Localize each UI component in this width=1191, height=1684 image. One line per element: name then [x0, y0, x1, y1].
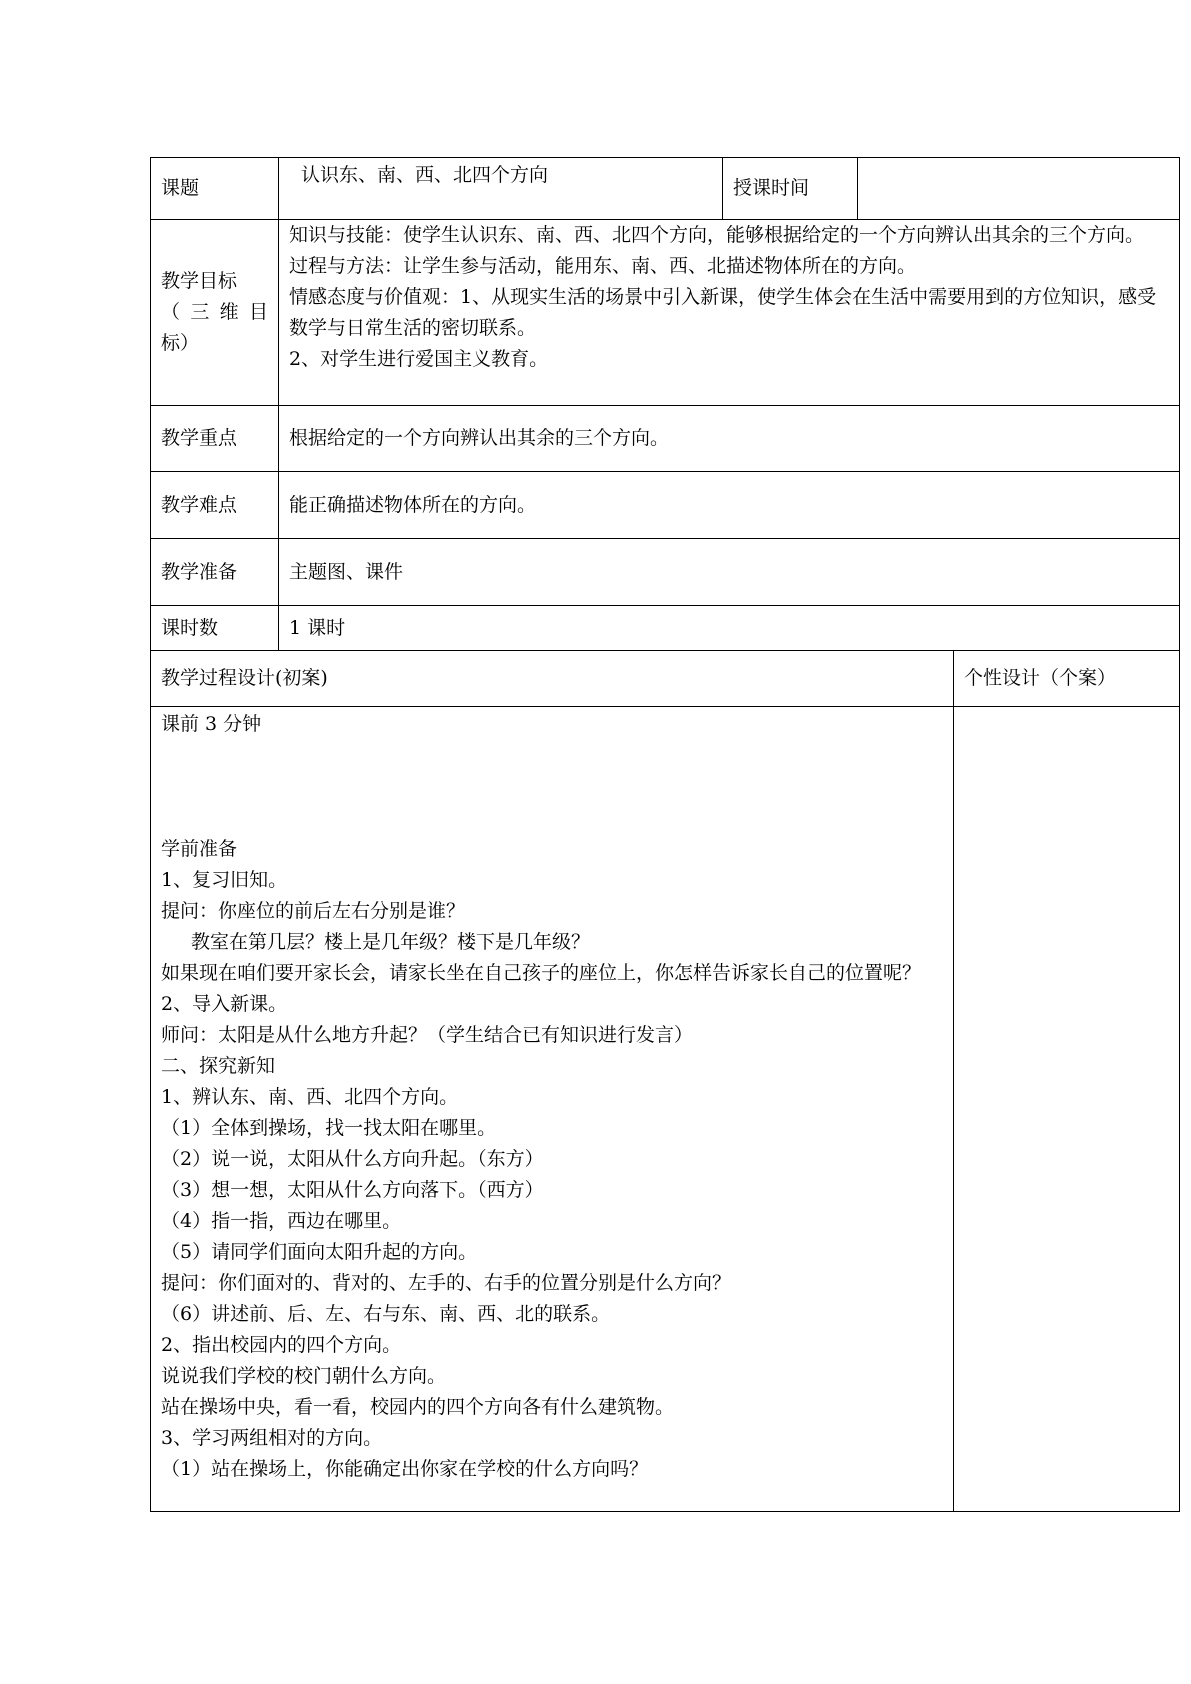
topic-label: 课题	[151, 158, 279, 220]
topic-value: 认识东、南、西、北四个方向	[279, 158, 723, 220]
difficulty-label: 教学难点	[151, 472, 279, 539]
process-line: （2）说一说，太阳从什么方向升起。（东方）	[161, 1148, 544, 1170]
process-line: 二、探究新知	[161, 1055, 276, 1077]
preparation-value: 主题图、课件	[279, 539, 1180, 606]
pre-class-title: 课前 3 分钟	[161, 713, 262, 735]
process-line: 说说我们学校的校门朝什么方向。	[161, 1365, 447, 1387]
preparation-label: 教学准备	[151, 539, 279, 606]
goal-knowledge: 知识与技能：使学生认识东、南、西、北四个方向，能够根据给定的一个方向辨认出其余的三个方向。	[289, 224, 1145, 246]
process-line: 师问：太阳是从什么地方升起？（学生结合已有知识进行发言）	[161, 1024, 694, 1046]
teaching-time-value	[858, 158, 1180, 220]
process-header-left: 教学过程设计(初案)	[151, 651, 954, 707]
preparation-row	[151, 539, 1180, 606]
process-line: （6）讲述前、后、左、右与东、南、西、北的联系。	[161, 1303, 611, 1325]
process-line: （3）想一想，太阳从什么方向落下。（西方）	[161, 1179, 544, 1201]
personal-design-cell	[954, 707, 1180, 1512]
process-line: 3、学习两组相对的方向。	[161, 1427, 383, 1449]
process-line: （4）指一指，西边在哪里。	[161, 1210, 402, 1232]
goals-content	[279, 220, 1180, 406]
process-header-row	[151, 651, 1180, 707]
process-line: 站在操场中央，看一看，校园内的四个方向各有什么建筑物。	[161, 1396, 675, 1418]
goals-label-char: 三	[190, 301, 210, 323]
goals-label	[151, 220, 279, 406]
teaching-time-label: 授课时间	[723, 158, 858, 220]
process-line: 提问：你们面对的、背对的、左手的、右手的位置分别是什么方向？	[161, 1272, 732, 1294]
key-point-label: 教学重点	[151, 406, 279, 472]
goals-label-line2	[161, 297, 268, 328]
process-line: 1、复习旧知。	[161, 869, 288, 891]
goal-process: 过程与方法：让学生参与活动，能用东、南、西、北描述物体所在的方向。	[289, 255, 917, 277]
process-line: 2、指出校园内的四个方向。	[161, 1334, 402, 1356]
goals-label-char: （	[161, 301, 181, 323]
difficulty-row	[151, 472, 1180, 539]
blank-space	[161, 740, 943, 834]
goals-row	[151, 220, 1180, 406]
lesson-plan-table	[150, 157, 1180, 1512]
hours-label: 课时数	[151, 606, 279, 651]
goals-label-char: 维	[219, 301, 239, 323]
process-line: （5）请同学们面向太阳升起的方向。	[161, 1241, 478, 1263]
process-line: （1）全体到操场，找一找太阳在哪里。	[161, 1117, 497, 1139]
process-line: 1、辨认东、南、西、北四个方向。	[161, 1086, 459, 1108]
goal-attitude: 情感态度与价值观：1、从现实生活的场景中引入新课，使学生体会在生活中需要用到的方位知识，感受数学与日常生活的密切联系。	[289, 286, 1157, 339]
difficulty-value: 能正确描述物体所在的方向。	[279, 472, 1180, 539]
process-body-row	[151, 707, 1180, 1512]
goals-label-char: 目	[248, 301, 268, 323]
process-line: 教室在第几层？楼上是几年级？楼下是几年级？	[191, 931, 591, 953]
topic-row	[151, 158, 1180, 220]
process-line: 如果现在咱们要开家长会，请家长坐在自己孩子的座位上，你怎样告诉家长自己的位置呢？	[161, 962, 922, 984]
goals-label-line3: 标）	[161, 332, 200, 354]
lesson-plan-page	[150, 157, 1179, 1512]
hours-row	[151, 606, 1180, 651]
process-body	[151, 707, 954, 1512]
goal-patriotism: 2、对学生进行爱国主义教育。	[289, 348, 549, 370]
process-line: 学前准备	[161, 838, 238, 860]
process-header-right: 个性设计（个案）	[954, 651, 1180, 707]
process-line: 2、导入新课。	[161, 993, 288, 1015]
key-point-value: 根据给定的一个方向辨认出其余的三个方向。	[279, 406, 1180, 472]
process-line: （1）站在操场上，你能确定出你家在学校的什么方向吗？	[161, 1458, 649, 1480]
key-point-row	[151, 406, 1180, 472]
hours-value: 1 课时	[279, 606, 1180, 651]
goals-label-line1: 教学目标	[161, 270, 238, 292]
process-line: 提问：你座位的前后左右分别是谁？	[161, 900, 466, 922]
